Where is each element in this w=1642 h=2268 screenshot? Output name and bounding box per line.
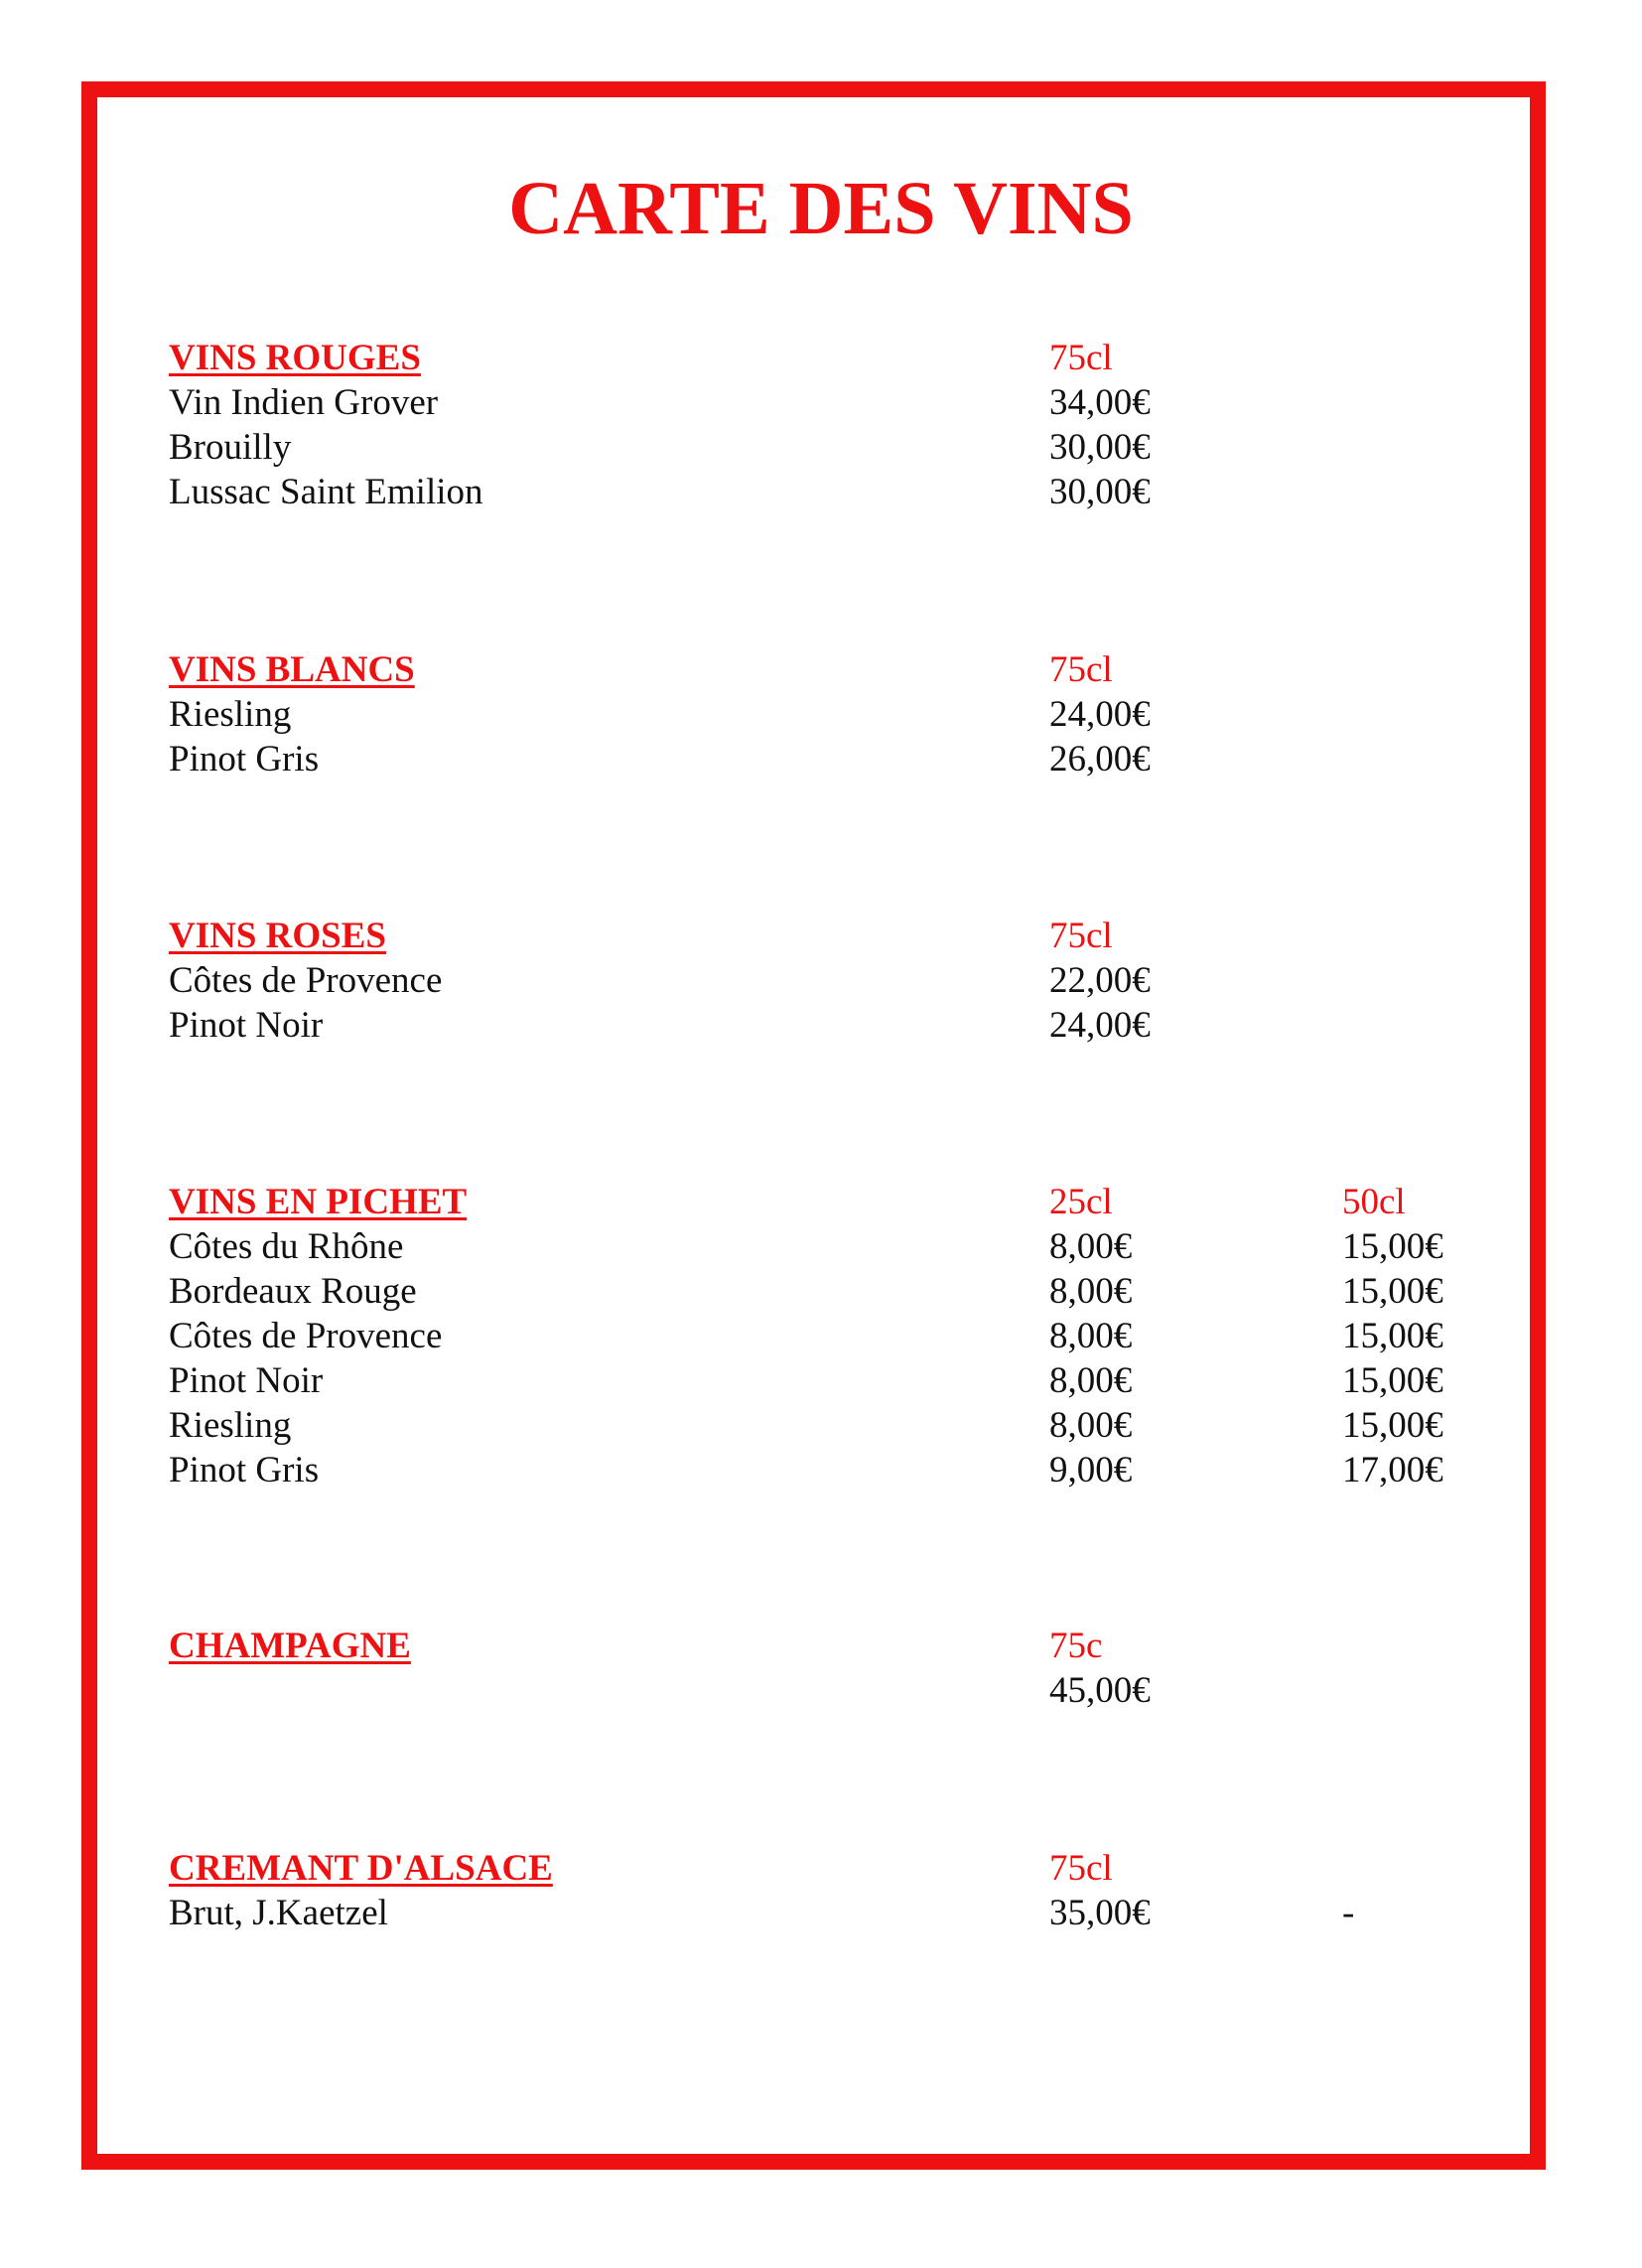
section-header — [0, 1180, 1642, 1224]
wine-price: 15,00€ — [1342, 1316, 1443, 1356]
wine-row — [0, 470, 1642, 514]
wine-row — [0, 380, 1642, 425]
wine-row — [0, 1891, 1642, 1935]
section-heading: CHAMPAGNE — [169, 1626, 411, 1666]
section-heading: VINS ROUGES — [169, 338, 421, 378]
wine-name: Riesling — [169, 694, 292, 735]
page-title: CARTE DES VINS — [508, 167, 1134, 250]
wine-name: Pinot Gris — [169, 739, 320, 780]
wine-price: 26,00€ — [1049, 739, 1151, 780]
wine-name: Côtes de Provence — [169, 960, 443, 1001]
size-column-label: 75cl — [1049, 649, 1113, 690]
section-header — [0, 336, 1642, 380]
wine-row — [0, 1003, 1642, 1048]
wine-name: Pinot Noir — [169, 1005, 324, 1046]
wine-price: 8,00€ — [1049, 1360, 1133, 1401]
size-column-label: 50cl — [1342, 1182, 1406, 1222]
section-header — [0, 914, 1642, 958]
wine-name: Brouilly — [169, 427, 292, 468]
section-heading: CREMANT D'ALSACE — [169, 1848, 553, 1889]
size-column-label: 75cl — [1049, 338, 1113, 378]
wine-row — [0, 1358, 1642, 1403]
wine-name: Pinot Gris — [169, 1450, 320, 1490]
wine-price: 30,00€ — [1049, 427, 1151, 468]
wine-price: 24,00€ — [1049, 694, 1151, 735]
section-heading: VINS EN PICHET — [169, 1182, 468, 1222]
section-header — [0, 647, 1642, 692]
wine-name: Côtes de Provence — [169, 1316, 443, 1356]
size-column-label: 25cl — [1049, 1182, 1113, 1222]
wine-price: 17,00€ — [1342, 1450, 1443, 1490]
wine-price: 45,00€ — [1049, 1670, 1151, 1711]
wine-row — [0, 1314, 1642, 1358]
wine-row — [0, 737, 1642, 781]
section-header — [0, 1624, 1642, 1668]
wine-price: 9,00€ — [1049, 1450, 1133, 1490]
wine-price: 15,00€ — [1342, 1405, 1443, 1446]
wine-price: 35,00€ — [1049, 1893, 1151, 1933]
size-column-label: 75cl — [1049, 1848, 1113, 1889]
section-heading: VINS ROSES — [169, 916, 387, 956]
wine-row — [0, 1269, 1642, 1314]
section-heading: VINS BLANCS — [169, 649, 415, 690]
wine-row — [0, 1403, 1642, 1448]
wine-row — [0, 425, 1642, 470]
wine-price: 8,00€ — [1049, 1316, 1133, 1356]
wine-price: 24,00€ — [1049, 1005, 1151, 1046]
wine-price: 15,00€ — [1342, 1271, 1443, 1312]
wine-row — [0, 1668, 1642, 1713]
wine-price: 22,00€ — [1049, 960, 1151, 1001]
wine-row — [0, 1448, 1642, 1492]
wine-price: 15,00€ — [1342, 1226, 1443, 1267]
section-header — [0, 1846, 1642, 1891]
wine-name: Vin Indien Grover — [169, 382, 439, 423]
wine-price: 30,00€ — [1049, 472, 1151, 512]
wine-price: 34,00€ — [1049, 382, 1151, 423]
wine-price: 8,00€ — [1049, 1271, 1133, 1312]
wine-name: Brut, J.Kaetzel — [169, 1893, 388, 1933]
wine-name: Côtes du Rhône — [169, 1226, 404, 1267]
wine-row — [0, 692, 1642, 737]
wine-row — [0, 958, 1642, 1003]
size-column-label: 75cl — [1049, 916, 1113, 956]
size-column-label: 75c — [1049, 1626, 1103, 1666]
wine-row — [0, 1224, 1642, 1269]
wine-price: 8,00€ — [1049, 1405, 1133, 1446]
wine-price: 15,00€ — [1342, 1360, 1443, 1401]
wine-price: - — [1342, 1893, 1355, 1933]
wine-name: Lussac Saint Emilion — [169, 472, 483, 512]
wine-price: 8,00€ — [1049, 1226, 1133, 1267]
wine-name: Riesling — [169, 1405, 292, 1446]
wine-name: Bordeaux Rouge — [169, 1271, 417, 1312]
wine-name: Pinot Noir — [169, 1360, 324, 1401]
